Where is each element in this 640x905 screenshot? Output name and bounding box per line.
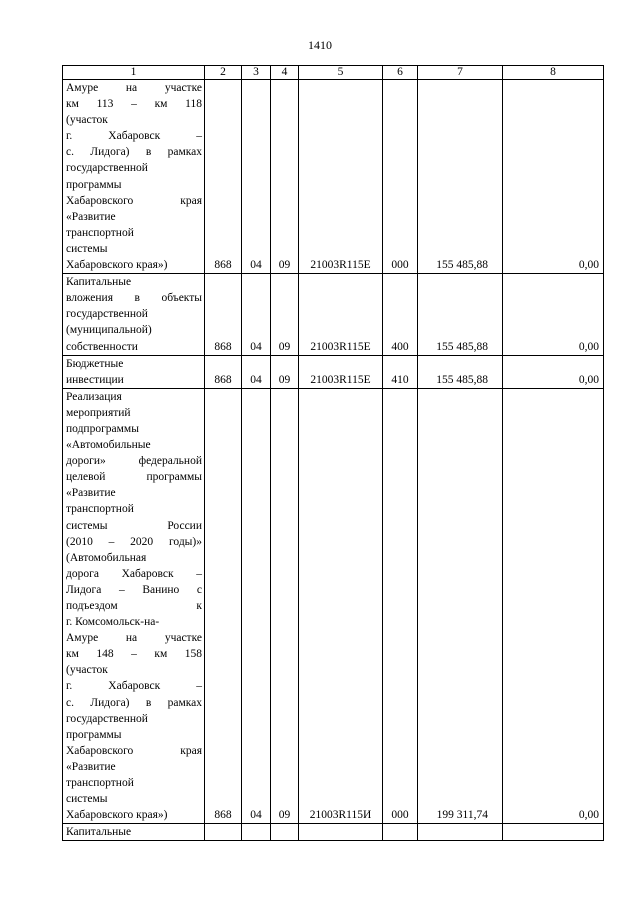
expense-type-cell: 400 [383,274,418,355]
description-line: Амуре на участке [66,82,202,94]
subsection-code-cell: 09 [271,274,299,355]
expense-type-cell [383,824,418,841]
grbs-code-cell: 868 [205,355,242,388]
section-code-cell: 04 [242,388,271,824]
description-line: мероприятий [66,406,131,419]
description-line: (2010 – 2020 годы)» [66,535,202,548]
description-line: государственной [66,712,148,725]
expense-type-cell: 410 [383,355,418,388]
description-line: г. Хабаровск – [66,680,202,693]
table-row [63,388,604,824]
description-line: Бюджетные [66,357,124,370]
description-line: Капитальные [66,826,132,839]
description-line: км 148 – км 158 [66,648,202,661]
header-row [63,66,604,80]
header-cell-2: 2 [205,66,242,80]
section-code-cell: 04 [242,274,271,355]
description-line: Амуре на участке [66,632,202,645]
description-cell [63,274,205,355]
description-line: Хабаровского края [66,744,202,757]
table-row [63,824,604,841]
amount-2-cell: 0,00 [503,80,604,274]
amount-cell: 155 485,88 [418,355,503,388]
target-article-cell: 21003R115И [299,388,383,824]
description-line: «Развитие [66,760,116,773]
subsection-code-cell: 09 [271,355,299,388]
description-line: государственной [66,308,148,321]
header-cell-4: 4 [271,66,299,80]
subsection-code-cell [271,824,299,841]
grbs-code-cell [205,824,242,841]
description-line: (муниципальной) [66,324,152,337]
target-article-cell: 21003R115E [299,355,383,388]
table-row [63,355,604,388]
amount-2-cell [503,824,604,841]
header-cell-3: 3 [242,66,271,80]
target-article-cell [299,824,383,841]
section-code-cell: 04 [242,355,271,388]
description-line: Хабаровского края [66,194,202,207]
table-body [63,66,604,841]
header-cell-5: 5 [299,66,383,80]
description-line: г. Комсомольск-на- [66,616,160,629]
description-line: системы [66,242,108,255]
description-line: (участок [66,664,108,677]
header-cell-6: 6 [383,66,418,80]
description-line: вложения в объекты [66,292,202,305]
description-line: «Развитие [66,487,116,500]
amount-2-cell: 0,00 [503,274,604,355]
description-line: инвестиции [66,373,124,386]
section-code-cell [242,824,271,841]
description-line: Реализация [66,390,122,403]
description-cell [63,80,205,274]
page-number: 1410 [308,38,332,52]
budget-table [62,65,604,841]
description-line: программы [66,728,122,741]
target-article-cell: 21003R115E [299,274,383,355]
description-line: государственной [66,162,148,175]
description-line: с. Лидога) в рамках [66,696,202,709]
amount-cell: 199 311,74 [418,388,503,824]
grbs-code-cell: 868 [205,80,242,274]
description-line: Хабаровского края») [66,809,168,822]
description-line: (Автомобильная [66,551,147,564]
header-cell-7: 7 [418,66,503,80]
subsection-code-cell: 09 [271,80,299,274]
description-line: дороги» федеральной [66,455,202,468]
description-line: собственности [66,340,138,353]
description-cell [63,824,205,841]
description-line: (участок [66,114,108,127]
amount-2-cell: 0,00 [503,355,604,388]
amount-2-cell: 0,00 [503,388,604,824]
amount-cell: 155 485,88 [418,80,503,274]
description-line: целевой программы [66,471,202,484]
header-cell-8: 8 [503,66,604,80]
amount-cell [418,824,503,841]
description-line: г. Хабаровск – [66,130,202,143]
amount-cell: 155 485,88 [418,274,503,355]
description-cell [63,355,205,388]
description-line: «Автомобильные [66,439,151,452]
header-cell-1: 1 [63,66,205,80]
section-code-cell: 04 [242,80,271,274]
description-line: программы [66,178,122,191]
subsection-code-cell: 09 [271,388,299,824]
expense-type-cell: 000 [383,388,418,824]
description-line: с. Лидога) в рамках [66,146,202,159]
description-line: Капитальные [66,276,132,289]
table-row [63,274,604,355]
description-line: транспортной [66,777,134,790]
description-cell [63,388,205,824]
description-line: системы [66,793,108,806]
description-line: дорога Хабаровск – [66,567,202,580]
description-line: «Развитие [66,210,116,223]
description-line: системы России [66,519,202,532]
description-line: Лидога – Ванино с [66,583,202,596]
description-line: подпрограммы [66,422,139,435]
grbs-code-cell: 868 [205,388,242,824]
description-line: подъездом к [66,600,202,612]
description-line: км 113 – км 118 [66,98,202,111]
target-article-cell: 21003R115E [299,80,383,274]
expense-type-cell: 000 [383,80,418,274]
table-row [63,80,604,274]
description-line: транспортной [66,503,134,516]
description-line: транспортной [66,226,134,239]
grbs-code-cell: 868 [205,274,242,355]
description-line: Хабаровского края») [66,259,168,272]
